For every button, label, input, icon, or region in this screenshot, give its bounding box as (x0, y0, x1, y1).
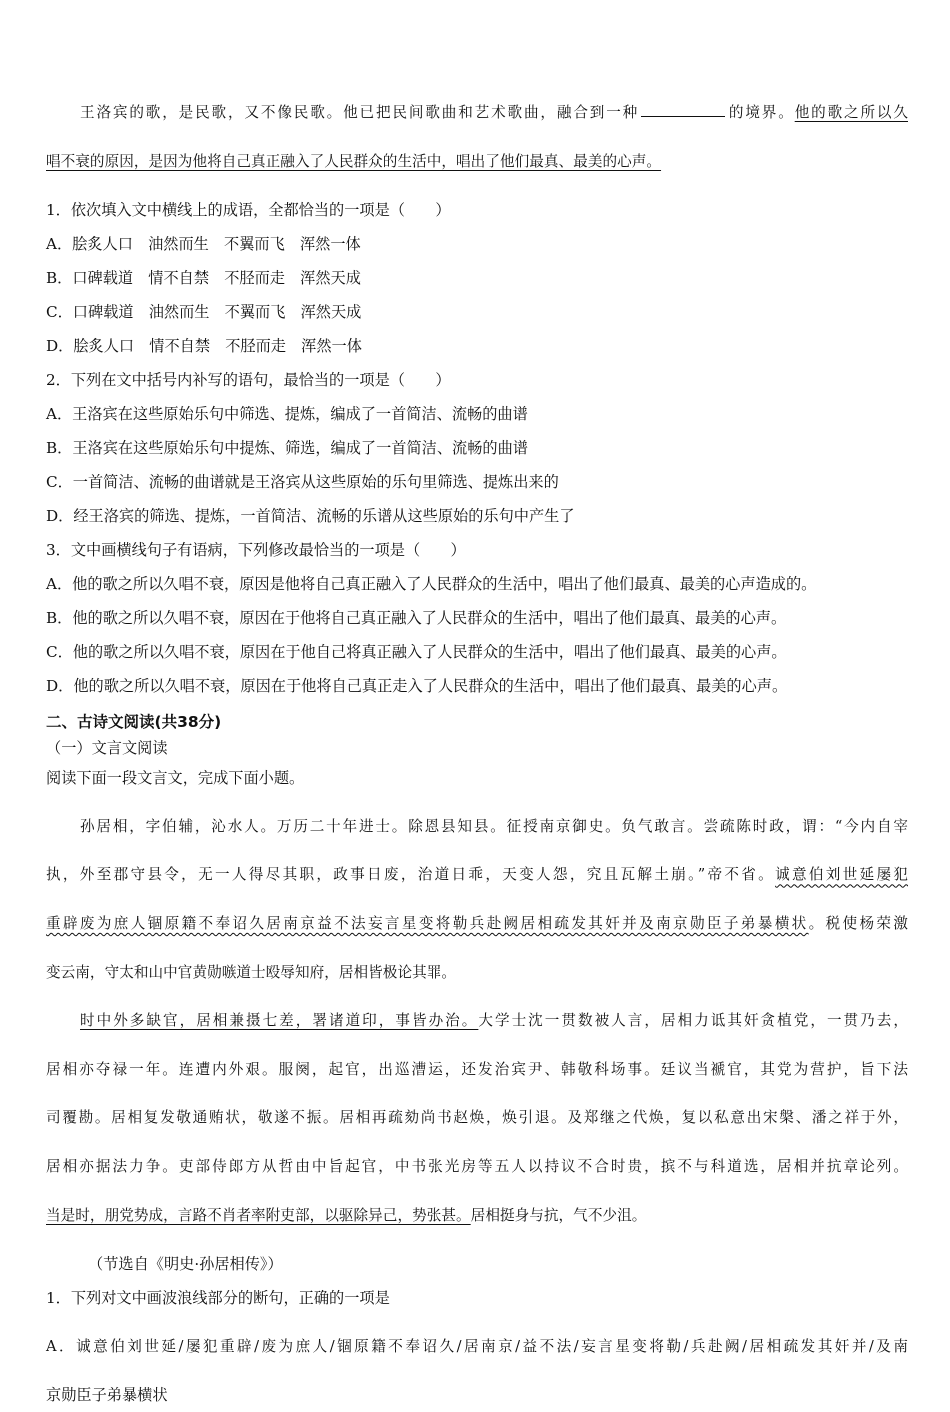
wavy-underlined-text: 诚意伯刘世延屡犯 (775, 866, 908, 884)
question-4-option-a-line-2: 京勋臣子弟暴横状 (46, 1386, 168, 1405)
reading-instruction: 阅读下面一段文言文，完成下面小题。 (46, 769, 305, 788)
underlined-sentence: 唱不衰的原因，是因为他将自己真正融入了人民群众的生活中，唱出了他们最真、最美的心声。 (46, 152, 662, 170)
classical-text: 大学士沈一贯数被人言，居相力诋其奸贪植党，一贯乃去， (478, 1012, 908, 1030)
classical-p2-line-2: 居相亦夺禄一年。连遭内外艰。服阕，起官，出巡漕运，还发治宾尹、韩敬科场事。廷议当褫官，其党为营护，旨下法 (46, 1060, 908, 1078)
classical-text: 执，外至郡守县令，无一人得尽其职，政事日废，治道日乖，天变人怨，究且瓦解土崩。”帝不省。 (46, 866, 776, 884)
question-4-option-a-line-1: A．诚意伯刘世延/屡犯重辟/废为庶人/锢原籍不奉诏久/居南京/益不法/妄言星变将勒/兵赴阙/居相疏发其奸并/及南 (46, 1337, 908, 1355)
underlined-sentence: 当是时，朋党势成，言路不肖者率附吏部，以驱除异己，势张甚。 (46, 1206, 471, 1224)
question-2-option-a: A．王洛宾在这些原始乐句中筛选、提炼，编成了一首简洁、流畅的曲谱 (46, 405, 528, 424)
passage-text: 的境界。 (727, 104, 795, 121)
source-citation: （节选自《明史·孙居相传》） (88, 1255, 283, 1274)
classical-p2-line-1 (46, 1004, 908, 1038)
fill-blank (641, 102, 725, 117)
section-subheading: （一）文言文阅读 (46, 739, 168, 758)
question-3-stem: 3．文中画横线句子有语病，下列修改最恰当的一项是（ ） (46, 541, 466, 560)
classical-p2-line-4: 居相亦据法力争。吏部侍郎方从哲由中旨起官，中书张光房等五人以持议不合时贵，摈不与科道选，居相并抗章论列。 (46, 1157, 908, 1175)
question-3-option-c: C．他的歌之所以久唱不衰，原因在于他自己将真正融入了人民群众的生活中，唱出了他们最真、最美的心声。 (46, 643, 787, 662)
classical-p1-line-2 (46, 858, 908, 892)
passage-text: 王洛宾的歌，是民歌，又不像民歌。他已把民间歌曲和艺术歌曲，融合到一种 (80, 104, 640, 121)
question-1-stem: 1．依次填入文中横线上的成语，全都恰当的一项是（ ） (46, 201, 451, 220)
question-4-stem: 1．下列对文中画波浪线部分的断句，正确的一项是 (46, 1289, 390, 1308)
section-heading: 二、古诗文阅读(共38分) (46, 713, 222, 732)
question-1-option-b: B．口碑载道 情不自禁 不胫而走 浑然天成 (46, 269, 361, 288)
classical-text: 居相挺身与抗，气不少沮。 (470, 1206, 647, 1224)
underlined-sentence: 时中外多缺官，居相兼摄七差，署诸道印，事皆办治。 (80, 1012, 479, 1030)
classical-p2-line-3: 司覆勘。居相复发敬通贿状，敬遂不振。居相再疏劾尚书赵焕，焕引退。及郑继之代焕，复以私意出宋槃、潘之祥于外， (46, 1109, 908, 1127)
question-1-option-a: A．脍炙人口 油然而生 不翼而飞 浑然一体 (46, 235, 361, 254)
question-3-option-d: D．他的歌之所以久唱不衰，原因在于他将自己真正走入了人民群众的生活中，唱出了他们最真、最美的心声。 (46, 677, 788, 696)
passage-line-2 (46, 145, 908, 179)
classical-p1-line-4: 变云南，守太和山中官黄勋嗾道士殴辱知府，居相皆极论其罪。 (46, 963, 457, 981)
document-page (46, 96, 908, 1412)
classical-text: 。税使杨荣激 (808, 914, 908, 932)
question-1-option-d: D．脍炙人口 情不自禁 不胫而走 浑然一体 (46, 337, 362, 356)
question-3-option-a: A．他的歌之所以久唱不衰，原因是他将自己真正融入了人民群众的生活中，唱出了他们最真、最美的心声造成的。 (46, 575, 817, 594)
classical-p1-line-3 (46, 907, 908, 941)
underlined-sentence: 他的歌之所以久 (794, 104, 908, 121)
question-2-option-c: C．一首简洁、流畅的曲谱就是王洛宾从这些原始的乐句里筛选、提炼出来的 (46, 473, 559, 492)
question-1-option-c: C．口碑载道 油然而生 不翼而飞 浑然天成 (46, 303, 362, 322)
wavy-underlined-text: 重辟废为庶人锢原籍不奉诏久居南京益不法妄言星变将勒兵赴阙居相疏发其奸并及南京勋臣子弟暴横状 (46, 914, 809, 932)
question-2-option-d: D．经王洛宾的筛选、提炼，一首简洁、流畅的乐谱从这些原始的乐句中产生了 (46, 507, 575, 526)
question-3-option-b: B．他的歌之所以久唱不衰，原因在于他将自己真正融入了人民群众的生活中，唱出了他们最真、最美的心声。 (46, 609, 787, 628)
passage-line-1 (46, 96, 908, 130)
question-2-option-b: B．王洛宾在这些原始乐句中提炼、筛选，编成了一首简洁、流畅的曲谱 (46, 439, 528, 458)
question-2-stem: 2．下列在文中括号内补写的语句，最恰当的一项是（ ） (46, 371, 451, 390)
classical-p1-line-1: 孙居相，字伯辅，沁水人。万历二十年进士。除恩县知县。征授南京御史。负气敢言。尝疏陈时政，谓：“今内自宰 (80, 817, 908, 835)
classical-p2-line-5 (46, 1199, 908, 1233)
